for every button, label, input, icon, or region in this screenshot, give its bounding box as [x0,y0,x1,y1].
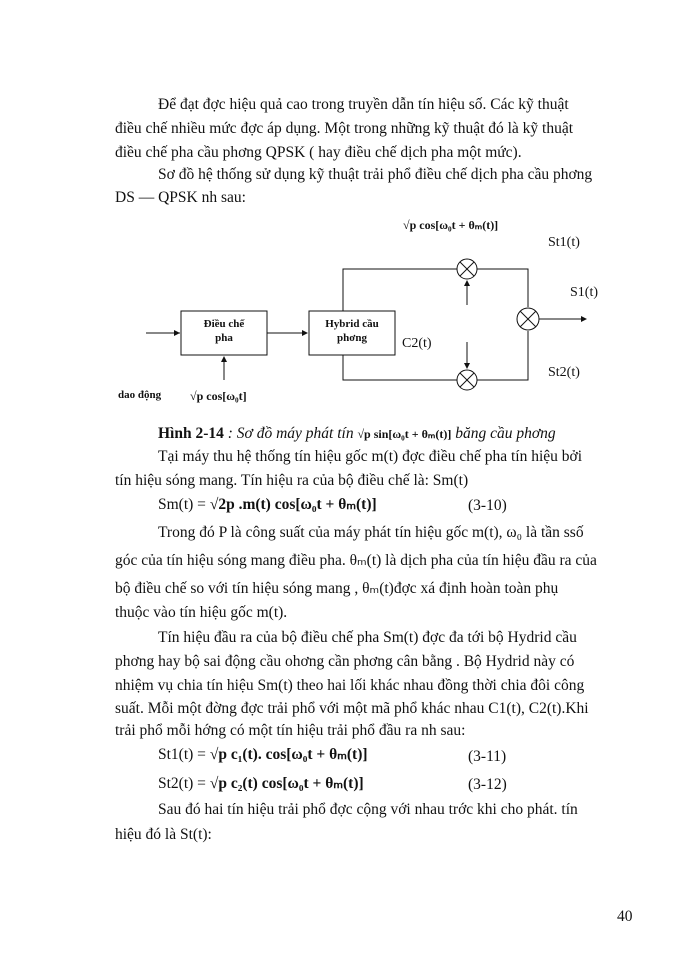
p6-line-1: Sau đó hai tín hiệu trải phổ đợc cộng với nhau trớc khi cho phát. tín [158,801,578,818]
p1-line-3: điều chế pha cầu phơng QPSK ( hay điều chế dịch pha một mức). [115,144,522,161]
p2-line-2: DS — QPSK nh sau: [115,189,246,206]
phase-modulator-label-1: Điều chế [203,318,245,330]
p5-line-4: suất. Mỗi một đờng đợc trải phổ với một mã phổ khác nhau C1(t), C2(t).Khi [115,700,589,717]
st1-label: St1(t) [548,235,580,250]
upper-path [343,269,457,311]
lower-path [343,355,457,380]
hybrid-label-1: Hybrid cầu [325,318,379,330]
c2-label: C2(t) [402,336,432,351]
p1-line-1: Để đạt đợc hiệu quả cao trong truyền dẫn tín hiệu số. Các kỹ thuật [158,96,569,113]
top-formula: √p cos[ω₀t + θₘ(t)] [403,218,499,232]
caption-formula: √p sin[ω₀t + θₘ(t)] [357,427,452,441]
eq-3-11-number: (3-11) [468,748,507,765]
p5-line-2: phơng hay bộ sai động cầu ohơng cần phơng cân bằng . Bộ Hydrid này có [115,653,575,670]
eq-3-10-rhs: √2p .m(t) cos[ω₀t + θₘ(t)] [209,496,377,513]
carrier-formula: √p cos[ω₀t] [190,389,247,403]
eq-3-12-lhs: St2(t) = [158,775,210,792]
p4-line-3: bộ điều chế so với tín hiệu sóng mang , θₘ(t)đợc xá định hoàn toàn phụ [115,580,559,597]
lower-to-summer [477,331,528,380]
p5-line-1: Tín hiệu đầu ra của bộ điều chế pha Sm(t) đợc đa tới bộ Hydrid cầu [158,629,577,646]
input-label: dao động [118,389,162,401]
caption-text-b: băng cầu phơng [455,425,556,442]
eq-3-11-lhs: St1(t) = [158,746,210,763]
p3-line-2: tín hiệu sóng mang. Tín hiệu ra của bộ điều chế là: Sm(t) [115,472,469,489]
caption-text-a: : Sơ đồ máy phát tín [223,425,354,442]
p4-line-1: Trong đó P là công suất của máy phát tín hiệu gốc m(t), ω₀ là tần ssố [158,524,584,541]
p6-line-2: hiệu đó là St(t): [115,826,212,843]
code2-arrowhead [464,363,470,369]
eq-3-12-number: (3-12) [468,776,507,793]
st2-label: St2(t) [548,365,580,380]
mod-to-hybrid-arrowhead [302,330,308,336]
input-arrowhead [174,330,180,336]
upper-to-summer [477,269,528,307]
p3-line-1: Tại máy thu hệ thống tín hiệu gốc m(t) đợc điều chế pha tín hiệu bởi [158,448,583,465]
caption-label: Hình 2-14 [158,425,224,442]
carrier-arrowhead [221,356,227,362]
code1-arrowhead [464,280,470,286]
equation-3-10 [158,495,377,514]
page-number: 40 [617,908,633,925]
p1-line-2: điều chế nhiều mức đợc áp dụng. Một trong những kỹ thuật đó là kỹ thuật [115,120,574,137]
output-arrowhead [581,316,587,322]
hybrid-label-2: phơng [337,332,367,344]
equation-3-11 [158,745,368,764]
eq-3-10-number: (3-10) [468,497,507,514]
eq-3-12-rhs: √p c₂(t) cos[ω₀t + θₘ(t)] [209,775,364,792]
p5-line-3: nhiệm vụ chia tín hiệu Sm(t) theo hai lối khác nhau đồng thời chia đôi công [115,677,585,694]
equation-3-12 [158,774,364,793]
block-diagram [0,0,700,420]
p5-line-5: trải phổ mỗi hớng có một tín hiệu trải phổ đầu ra nh sau: [115,722,466,739]
eq-3-10-lhs: Sm(t) = [158,496,210,513]
p4-line-2: góc của tín hiệu sóng mang điều pha. θₘ(t) là dịch pha của tín hiệu đầu ra của [115,552,597,569]
p4-line-4: thuộc vào tín hiệu gốc m(t). [115,604,288,621]
s1-label: S1(t) [570,285,598,300]
phase-modulator-label-2: pha [215,332,233,344]
figure-caption [158,425,556,443]
eq-3-11-rhs: √p c₁(t). cos[ω₀t + θₘ(t)] [209,746,368,763]
p2-line-1: Sơ đồ hệ thống sử dụng kỹ thuật trải phổ điều chế dịch pha cầu phơng [158,166,593,183]
